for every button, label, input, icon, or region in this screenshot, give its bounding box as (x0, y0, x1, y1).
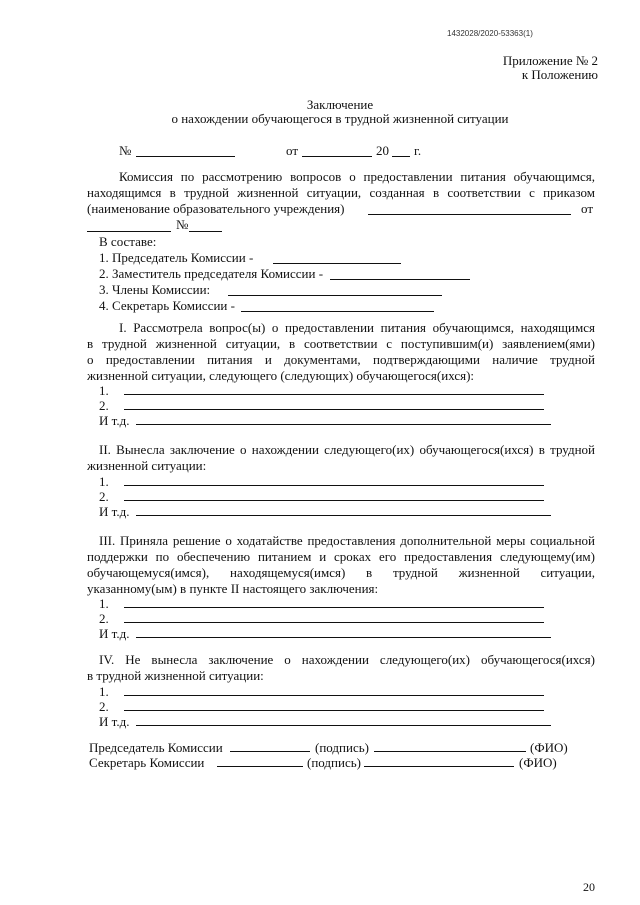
section2-field-1[interactable] (124, 485, 544, 486)
date-from-label: от (286, 143, 299, 158)
section3-line-3: обучающемуся(имся), находящемуся(имся) в трудной жизненной ситуации, (87, 565, 595, 580)
section1-field-2[interactable] (124, 409, 544, 410)
section4-line-1: IV. Не вынесла заключение о нахождении следующего(их) обучающегося(ихся) (99, 652, 595, 667)
institution-field[interactable] (368, 214, 571, 215)
section3-line-2: поддержки по обеспечению питанием и сроках его предоставления следующему(им) (87, 549, 595, 564)
page-number: 20 (583, 880, 595, 894)
section1-item-2: 2. (99, 398, 109, 413)
deputy-field[interactable] (330, 279, 470, 280)
section2-line-1: II. Вынесла заключение о нахождении следующего(их) обучающегося(ихся) в трудной (99, 442, 595, 457)
section1-item-etc: И т.д. (99, 413, 130, 428)
chair-name-field[interactable] (374, 751, 526, 752)
document-subtitle: о нахождении обучающегося в трудной жизненной ситуации (171, 111, 509, 126)
appendix-number: Приложение № 2 (502, 53, 598, 68)
secretary-name-field[interactable] (364, 766, 514, 767)
intro-line-3: (наименование образовательного учреждения) (87, 201, 345, 216)
section1-field-1[interactable] (124, 394, 544, 395)
composition-deputy: 2. Заместитель председателя Комиссии - (99, 266, 324, 281)
section3-field-etc[interactable] (136, 637, 551, 638)
section3-item-2: 2. (99, 611, 109, 626)
members-field[interactable] (228, 295, 442, 296)
composition-heading: В составе: (99, 234, 157, 249)
section3-line-1: III. Приняла решение о ходатайстве предоставления дополнительной меры социальной (99, 533, 595, 548)
section4-line-2: в трудной жизненной ситуации: (87, 668, 264, 683)
section2-field-etc[interactable] (136, 515, 551, 516)
composition-chair: 1. Председатель Комиссии - (99, 250, 254, 265)
section1-line-2: в трудной жизненной ситуации, в соответствии с поступившим(и) заявлением(ями) (87, 336, 595, 351)
number-field[interactable] (136, 156, 235, 157)
section2-item-1: 1. (99, 474, 109, 489)
section1-line-4: жизненной ситуации, следующего (следующих) обучающегося(ихся): (87, 368, 475, 383)
section2-item-2: 2. (99, 489, 109, 504)
document-title: Заключение (306, 97, 374, 112)
intro-line-1: Комиссия по рассмотрению вопросов о предоставлении питания обучающимся, (119, 169, 595, 184)
secretary-name-caption: (ФИО) (519, 755, 557, 770)
section4-field-2[interactable] (124, 710, 544, 711)
section3-item-1: 1. (99, 596, 109, 611)
section3-field-1[interactable] (124, 607, 544, 608)
section4-field-etc[interactable] (136, 725, 551, 726)
section2-field-2[interactable] (124, 500, 544, 501)
chair-sign-caption: (подпись) (315, 740, 369, 755)
year-label: 20 (376, 143, 389, 158)
intro-from-label: от (581, 201, 594, 216)
section2-line-2: жизненной ситуации: (87, 458, 207, 473)
date-field[interactable] (302, 156, 372, 157)
section3-item-etc: И т.д. (99, 626, 130, 641)
section4-item-etc: И т.д. (99, 714, 130, 729)
chair-field[interactable] (273, 263, 401, 264)
secretary-signature-field[interactable] (217, 766, 303, 767)
composition-members: 3. Члены Комиссии: (99, 282, 211, 297)
section3-field-2[interactable] (124, 622, 544, 623)
chair-signature-field[interactable] (230, 751, 310, 752)
section4-field-1[interactable] (124, 695, 544, 696)
appendix-reference: к Положению (521, 67, 598, 82)
order-number-field[interactable] (189, 231, 222, 232)
section4-item-2: 2. (99, 699, 109, 714)
section1-item-1: 1. (99, 383, 109, 398)
section4-item-1: 1. (99, 684, 109, 699)
intro-line-2: находящимся в трудной жизненной ситуации, созданная в соответствии с приказом (87, 185, 595, 200)
section1-line-3: о предоставлении питания и документами, подтверждающими наличие трудной (87, 352, 595, 367)
number-label: № (119, 143, 132, 158)
section2-item-etc: И т.д. (99, 504, 130, 519)
chair-signature-label: Председатель Комиссии (89, 740, 223, 755)
chair-name-caption: (ФИО) (530, 740, 568, 755)
order-date-field[interactable] (87, 231, 171, 232)
section1-line-1: I. Рассмотрела вопрос(ы) о предоставлении питания обучающимся, находящимся (119, 320, 595, 335)
secretary-sign-caption: (подпись) (307, 755, 361, 770)
year-suffix: г. (414, 143, 422, 158)
secretary-signature-label: Секретарь Комиссии (89, 755, 205, 770)
composition-secretary: 4. Секретарь Комиссии - (99, 298, 235, 313)
order-number-label: № (176, 217, 189, 232)
document-id: 1432028/2020-53363(1) (447, 29, 533, 38)
section1-field-etc[interactable] (136, 424, 551, 425)
year-field[interactable] (392, 156, 410, 157)
secretary-field[interactable] (241, 311, 434, 312)
section3-line-4: указанному(ым) в пункте II настоящего заключения: (87, 581, 379, 596)
